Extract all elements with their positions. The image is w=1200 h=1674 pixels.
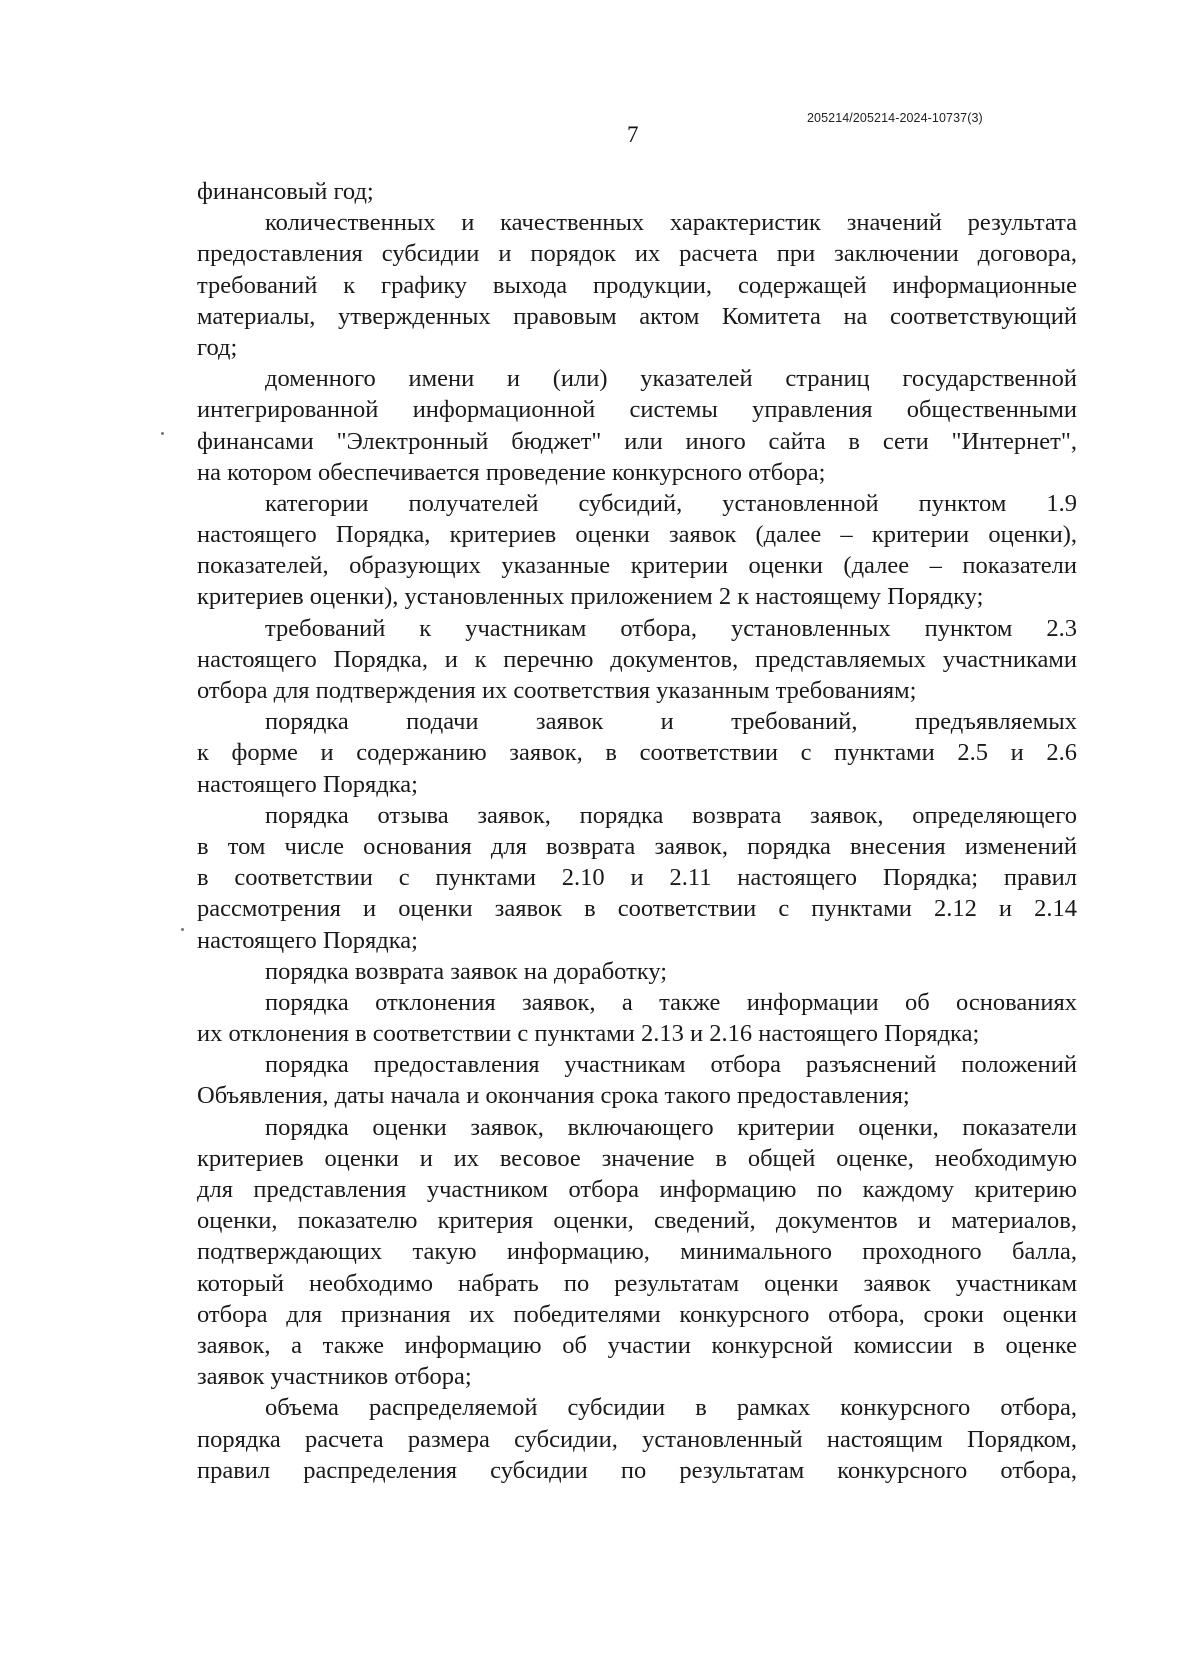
text-line: настоящего Порядка, критериев оценки заявок (далее – критерии оценки), (197, 521, 1077, 549)
text-line: подтверждающих такую информацию, минимального проходного балла, (197, 1238, 1077, 1266)
text-line: порядка расчета размера субсидии, установленный настоящим Порядком, (197, 1425, 1077, 1453)
text-line: финансовый год; (197, 178, 374, 205)
text-line: требований к графику выхода продукции, содержащей информационные (197, 271, 1077, 299)
body-text (197, 176, 1077, 1486)
text-line: рассмотрения и оценки заявок в соответствии с пунктами 2.12 и 2.14 (197, 895, 1077, 923)
text-line: порядка предоставления участникам отбора разъяснений положений (265, 1051, 1077, 1079)
text-line: настоящего Порядка, и к перечню документов, представляемых участниками (197, 645, 1077, 673)
text-line: Объявления, даты начала и окончания срока такого предоставления; (197, 1082, 910, 1110)
scan-speck (181, 928, 184, 931)
text-line: отбора для подтверждения их соответствия указанным требованиям; (197, 677, 917, 704)
text-line: требований к участникам отбора, установленных пунктом 2.3 (265, 614, 1077, 642)
text-line: порядка отзыва заявок, порядка возврата заявок, определяющего (265, 801, 1077, 829)
text-line: заявок участников отбора; (197, 1363, 472, 1391)
text-line: интегрированной информационной системы управления общественными (197, 396, 1077, 424)
text-line: порядка возврата заявок на доработку; (265, 957, 668, 985)
text-line: объема распределяемой субсидии в рамках конкурсного отбора, (265, 1394, 1077, 1422)
text-line: в соответствии с пунктами 2.10 и 2.11 настоящего Порядка; правил (197, 864, 1077, 892)
page-number: 7 (627, 122, 639, 147)
text-line: критериев оценки), установленных приложением 2 к настоящему Порядку; (197, 583, 984, 611)
text-line: для представления участником отбора информацию по каждому критерию (197, 1176, 1077, 1203)
text-line: порядка оценки заявок, включающего критерии оценки, показатели (265, 1113, 1077, 1141)
text-line: их отклонения в соответствии с пунктами 2.13 и 2.16 настоящего Порядка; (197, 1020, 980, 1048)
text-line: порядка подачи заявок и требований, предъявляемых (265, 708, 1077, 736)
scan-speck (161, 432, 164, 435)
text-line: материалы, утвержденных правовым актом Комитета на соответствующий (197, 302, 1077, 330)
text-line: год; (197, 333, 238, 361)
text-line: правил распределения субсидии по результатам конкурсного отбора, (197, 1456, 1077, 1484)
text-line: заявок, а также информацию об участии конкурсной комиссии в оценке (197, 1331, 1077, 1359)
text-line: критериев оценки и их весовое значение в общей оценке, необходимую (197, 1144, 1077, 1172)
text-line: финансами "Электронный бюджет" или иного сайта в сети "Интернет", (197, 427, 1077, 455)
text-line: порядка отклонения заявок, а также информации об основаниях (265, 988, 1077, 1016)
text-line: к форме и содержанию заявок, в соответствии с пунктами 2.5 и 2.6 (197, 739, 1077, 767)
document-id: 205214/205214-2024-10737(3) (807, 111, 983, 125)
text-line: показателей, образующих указанные критерии оценки (далее – показатели (197, 552, 1077, 580)
text-line: отбора для признания их победителями конкурсного отбора, сроки оценки (197, 1300, 1077, 1328)
text-line: доменного имени и (или) указателей страниц государственной (265, 365, 1077, 393)
text-line: который необходимо набрать по результатам оценки заявок участникам (197, 1269, 1077, 1297)
text-line: категории получателей субсидий, установленной пунктом 1.9 (265, 489, 1077, 517)
text-line: количественных и качественных характеристик значений результата (265, 209, 1077, 237)
text-line: настоящего Порядка; (197, 770, 418, 798)
text-line: в том числе основания для возврата заявок, порядка внесения изменений (197, 832, 1077, 860)
text-line: настоящего Порядка; (197, 926, 418, 954)
text-line: предоставления субсидии и порядок их расчета при заключении договора, (197, 240, 1077, 268)
text-line: на котором обеспечивается проведение конкурсного отбора; (197, 458, 826, 486)
text-line: оценки, показателю критерия оценки, сведений, документов и материалов, (197, 1207, 1077, 1235)
